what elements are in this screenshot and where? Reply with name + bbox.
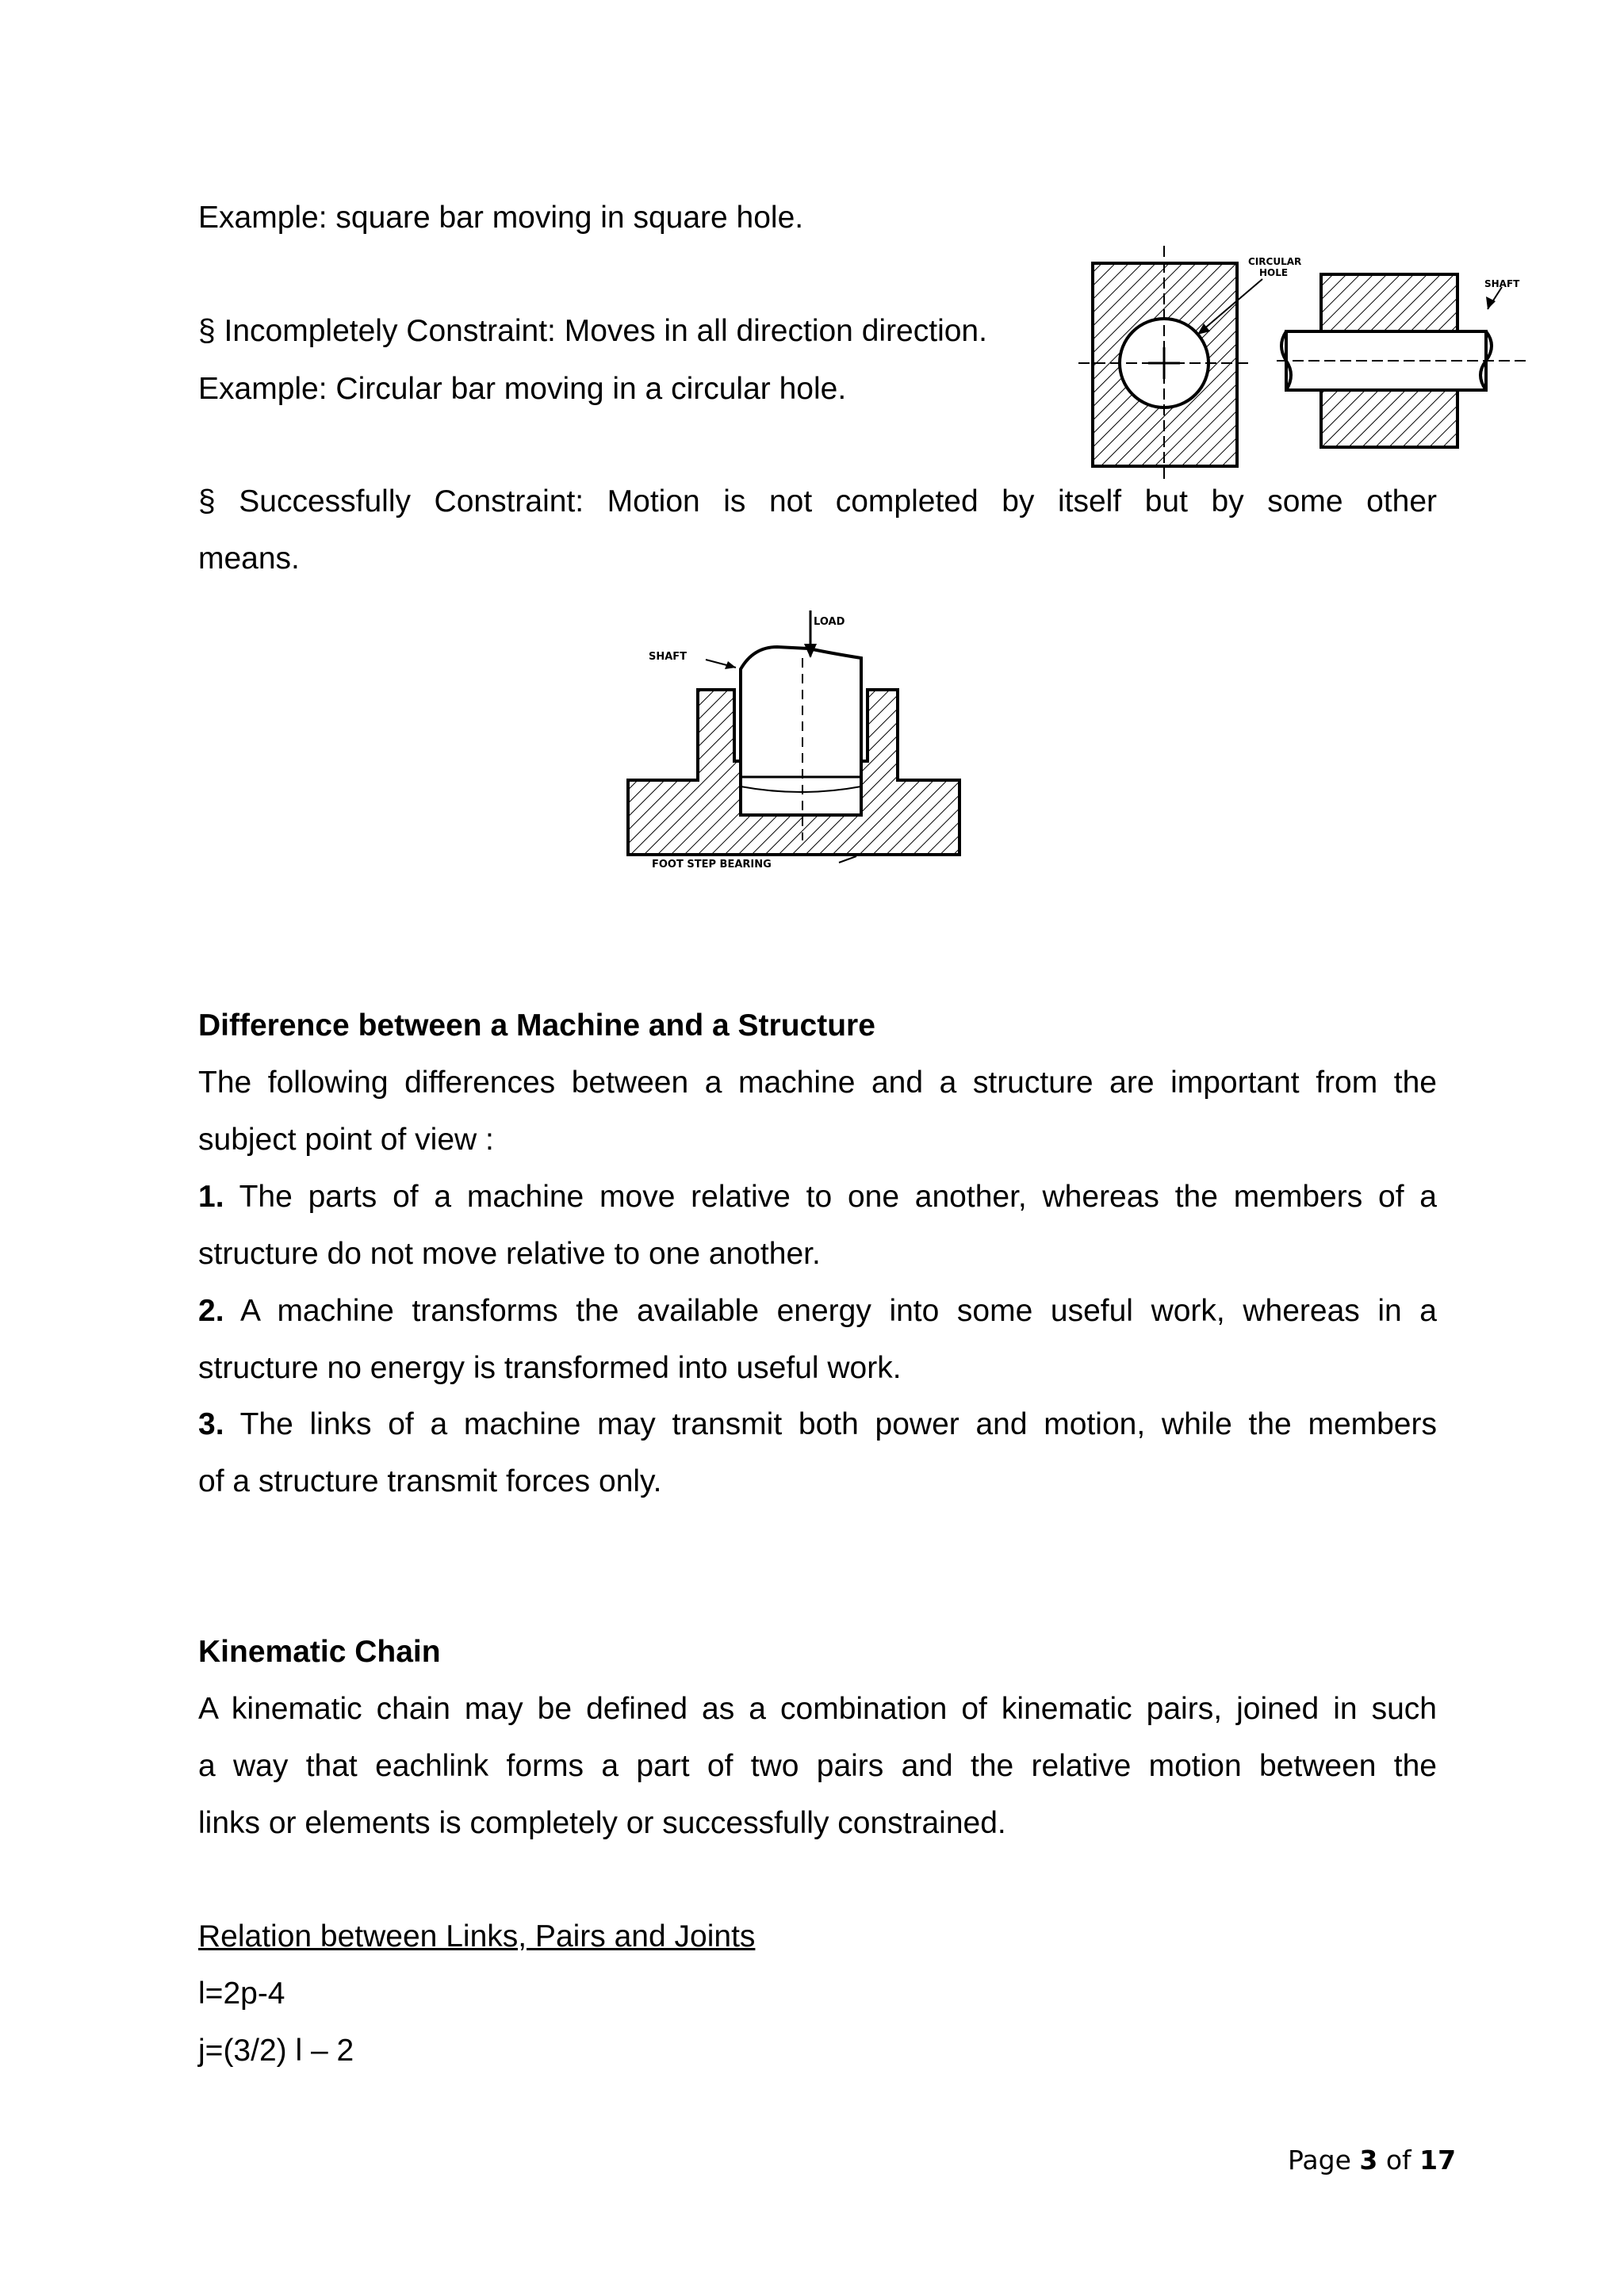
foot-step-bearing-figure: [619, 610, 967, 872]
shaft-label-fig2: SHAFT: [649, 651, 688, 663]
circular-hole-label-1: CIRCULAR: [1248, 256, 1302, 267]
difference-heading: Difference between a Machine and a Structure: [198, 1008, 875, 1043]
successfully-constraint-text-2: means.: [198, 541, 300, 576]
difference-point-3: 3. The links of a machine may transmit both power and motion, while the members: [198, 1407, 1437, 1441]
difference-point-1: 1. The parts of a machine move relative to one another, whereas the members of a: [198, 1180, 1437, 1214]
difference-intro: The following differences between a machine and a structure are important from the: [198, 1066, 1437, 1100]
incompletely-constraint-text: § Incompletely Constraint: Moves in all direction direction.: [198, 314, 987, 348]
formula-joints: j=(3/2) l – 2: [198, 2034, 354, 2068]
circular-hole-label-2: HOLE: [1259, 267, 1289, 278]
circular-hole-shaft-figure: [1078, 246, 1538, 484]
formula-links: l=2p-4: [198, 1976, 285, 2011]
difference-point-2-cont: structure no energy is transformed into useful work.: [198, 1351, 902, 1385]
example-square-text: Example: square bar moving in square hole.: [198, 201, 804, 235]
difference-point-3-cont: of a structure transmit forces only.: [198, 1464, 662, 1498]
successfully-constraint-text: § Successfully Constraint: Motion is not completed by itself but by some other: [198, 484, 1437, 519]
incompletely-example-text: Example: Circular bar moving in a circular hole.: [198, 372, 847, 406]
kinematic-text-3: links or elements is completely or successfully constrained.: [198, 1806, 1006, 1840]
point-number: 3.: [198, 1407, 224, 1441]
difference-intro-2: subject point of view :: [198, 1123, 494, 1157]
difference-point-2: 2. A machine transforms the available energy into some useful work, whereas in a: [198, 1294, 1437, 1328]
foot-step-bearing-label: FOOT STEP BEARING: [652, 859, 772, 871]
kinematic-text-1: A kinematic chain may be defined as a combination of kinematic pairs, joined in such: [198, 1692, 1437, 1726]
load-label: LOAD: [814, 616, 845, 628]
kinematic-text-2: a way that eachlink forms a part of two pairs and the relative motion between the: [198, 1749, 1437, 1783]
kinematic-heading: Kinematic Chain: [198, 1635, 441, 1669]
relation-heading: Relation between Links, Pairs and Joints: [198, 1919, 756, 1954]
point-number: 1.: [198, 1180, 224, 1214]
point-number: 2.: [198, 1294, 224, 1328]
shaft-label-fig1: SHAFT: [1484, 278, 1520, 289]
difference-point-1-cont: structure do not move relative to one another.: [198, 1237, 821, 1271]
page-number-footer: Page 3 of 17: [1288, 2145, 1457, 2175]
